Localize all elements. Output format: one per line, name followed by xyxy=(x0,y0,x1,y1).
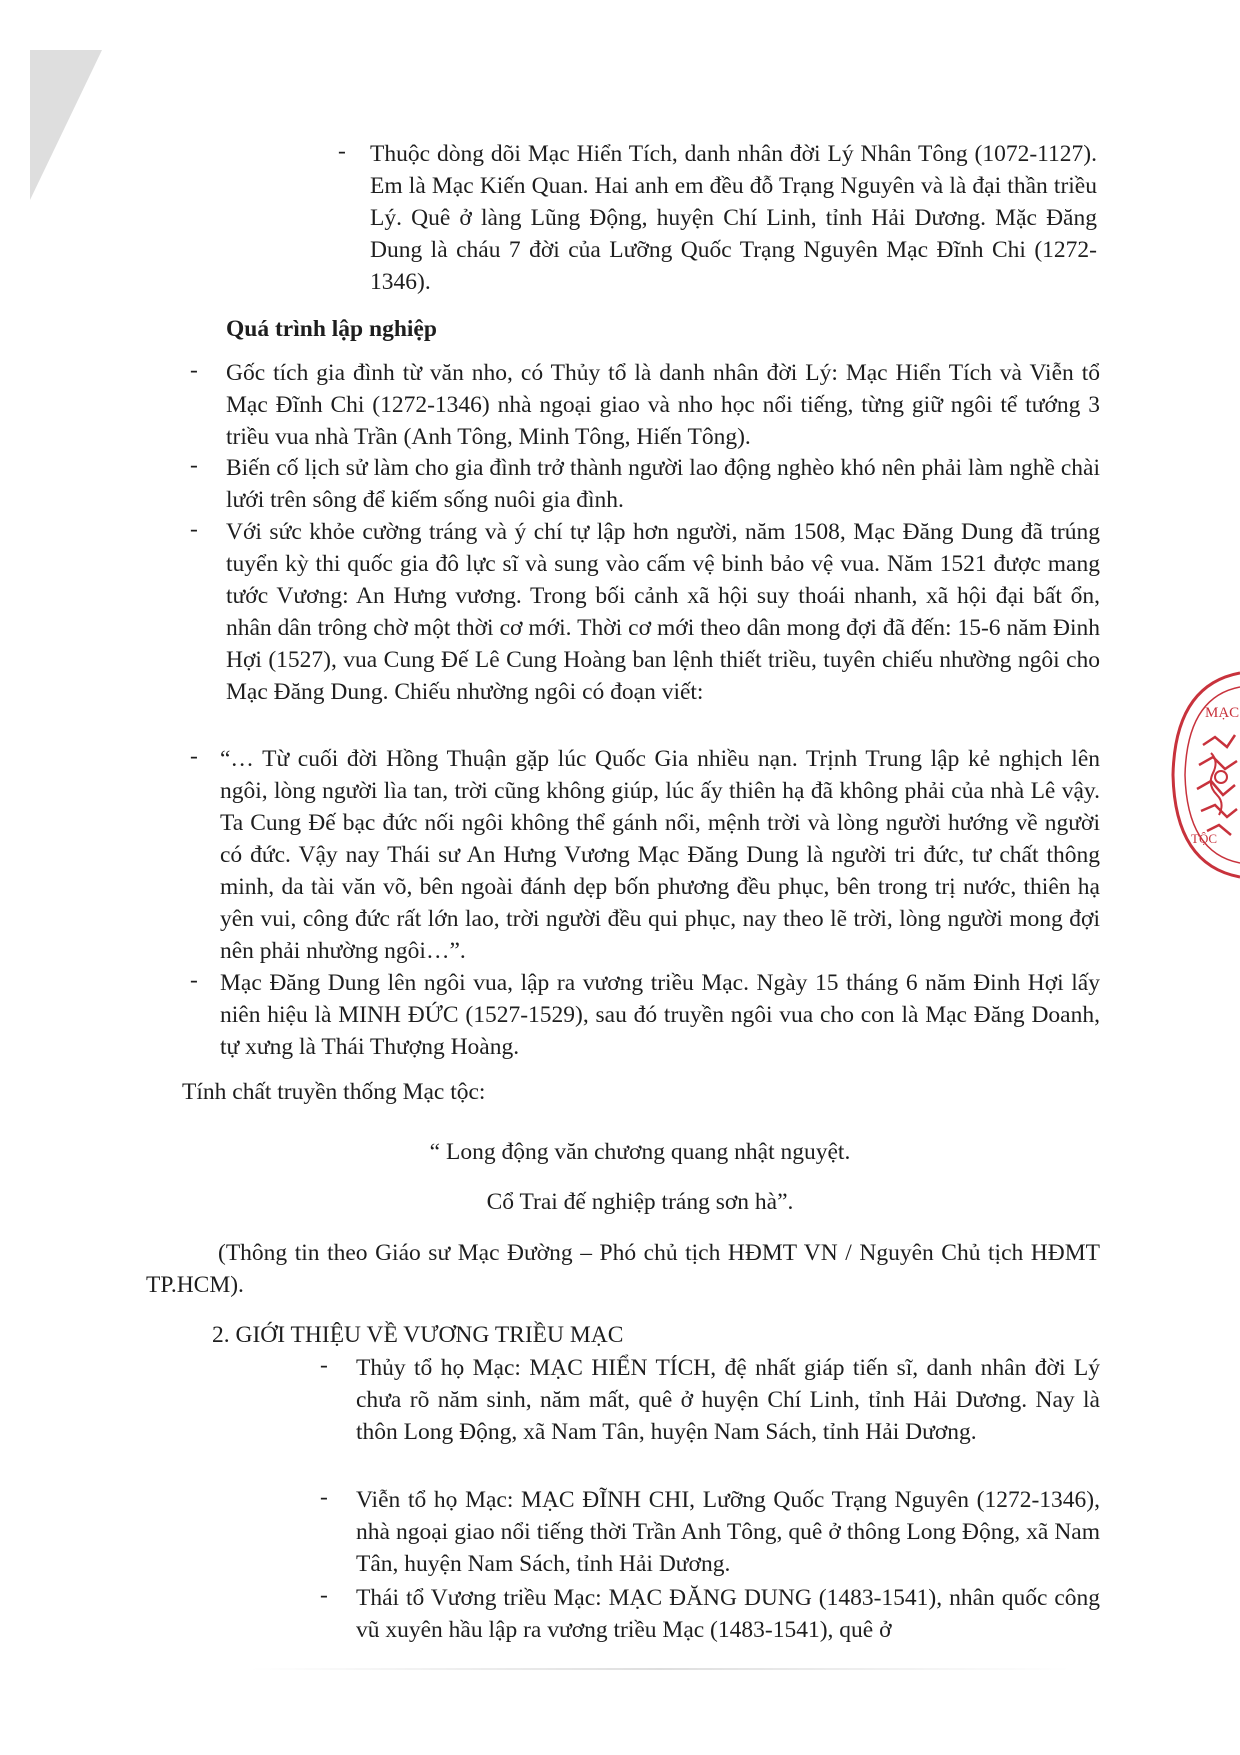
bullet-dash: - xyxy=(190,516,198,542)
bullet-dash: - xyxy=(190,743,198,769)
scan-artifact-line xyxy=(250,1668,1070,1670)
career-bullet-origin: Gốc tích gia đình từ văn nho, có Thủy tổ là danh nhân đời Lý: Mạc Hiển Tích và Viễn tổ Mạc Đĩnh Chi (1272-1346) nhà ngoại giao và nho học nổi tiếng, từng giữ ngôi tể tướng 3 triều vua nhà Trần (Anh Tông, Minh Tông, Hiến Tông). xyxy=(226,360,1100,450)
career-heading: Quá trình lập nghiệp xyxy=(226,316,437,342)
ancestor-bullet-dinh-chi: Viễn tổ họ Mạc: MẠC ĐĨNH CHI, Lưỡng Quốc Trạng Nguyên (1272-1346), nhà ngoại giao nổi tiếng thời Trần Anh Tông, quê ở thông Long Động, xã Nam Tân, huyện Nam Sách, tỉnh Hải Dương. xyxy=(356,1487,1100,1577)
clan-seal-stamp xyxy=(1163,665,1240,885)
dynasty-founder-bullet-dang-dung: Thái tổ Vương triều Mạc: MẠC ĐĂNG DUNG (1483-1541), nhân quốc công vũ xuyên hầu lập ra vương triều Mạc (1483-1541), quê ở xyxy=(356,1585,1100,1643)
source-note: (Thông tin theo Giáo sư Mạc Đường – Phó chủ tịch HĐMT VN / Nguyên Chủ tịch HĐMT TP.HCM). xyxy=(146,1240,1100,1298)
tradition-label: Tính chất truyền thống Mạc tộc: xyxy=(182,1079,486,1105)
seal-bottom-text: TỘC xyxy=(1191,831,1217,846)
seal-top-text: MẠC xyxy=(1205,705,1240,721)
bullet-dash: - xyxy=(190,452,198,478)
lineage-paragraph: Thuộc dòng dõi Mạc Hiển Tích, danh nhân đời Lý Nhân Tông (1072-1127). Em là Mạc Kiến Quan. Hai anh em đều đỗ Trạng Nguyên và là đại thần triều Lý. Quê ở làng Lũng Động, huyện Chí Linh, tỉnh Hải Dương. Mặc Đăng Dung là cháu 7 đời của Lưỡng Quốc Trạng Nguyên Mạc Đĩnh Chi (1272-1346). xyxy=(370,141,1097,295)
poem-line-2: Cổ Trai đế nghiệp tráng sơn hà”. xyxy=(486,1189,794,1215)
abdication-edict-quote: “… Từ cuối đời Hồng Thuận gặp lúc Quốc Gia nhiều nạn. Trịnh Trung lập kẻ nghịch lên ngôi, lòng người lìa tan, trời cũng không giúp, lúc ấy thiên hạ đã không phải của nhà Lê vậy. Ta Cung Đế bạc đức nối ngôi không thể gánh nổi, mệnh trời và lòng người hướng về người có đức. Vậy nay Thái sư An Hưng Vương Mạc Đăng Dung là người tri đức, tư chất thông minh, da tài văn võ, bên ngoài đánh dẹp bốn phương đều phục, bên trong trị nước, thiên hạ yên vui, công đức rất lớn lao, trời người đều qui phục, nay theo lẽ trời, lòng người mong đợi nên phải nhường ngôi…”. xyxy=(220,746,1100,964)
founder-bullet-hien-tich: Thủy tổ họ Mạc: MẠC HIỂN TÍCH, đệ nhất giáp tiến sĩ, danh nhân đời Lý chưa rõ năm sinh, năm mất, quê ở huyện Chí Linh, tỉnh Hải Dương. Nay là thôn Long Động, xã Nam Tân, huyện Nam Sách, tỉnh Hải Dương. xyxy=(356,1355,1100,1445)
bullet-dash: - xyxy=(190,967,198,993)
career-bullet-coronation: Mạc Đăng Dung lên ngôi vua, lập ra vương triều Mạc. Ngày 15 tháng 6 năm Đinh Hợi lấy niên hiệu là MINH ĐỨC (1527-1529), sau đó truyền ngôi vua cho con là Mạc Đăng Doanh, tự xưng là Thái Thượng Hoàng. xyxy=(220,970,1100,1060)
career-bullet-rise: Với sức khỏe cường tráng và ý chí tự lập hơn người, năm 1508, Mạc Đăng Dung đã trúng tuyển kỳ thi quốc gia đô lực sĩ và sung vào cấm vệ binh bảo vệ vua. Năm 1521 được mang tước Vương: An Hưng vương. Trong bối cảnh xã hội suy thoái nhanh, xã hội đại bất ổn, nhân dân trông chờ một thời cơ mới. Thời cơ mới theo dân mong đợi đã đến: 15-6 năm Đinh Hợi (1527), vua Cung Đế Lê Cung Hoàng ban lệnh thiết triều, tuyên chiếu nhường ngôi cho Mạc Đăng Dung. Chiếu nhường ngôi có đoạn viết: xyxy=(226,519,1100,705)
bullet-dash: - xyxy=(338,138,346,164)
bullet-dash: - xyxy=(320,1352,328,1378)
scan-corner-shadow xyxy=(30,50,102,200)
section-two-heading: 2. GIỚI THIỆU VỀ VƯƠNG TRIỀU MẠC xyxy=(212,1322,624,1348)
bullet-dash: - xyxy=(190,357,198,383)
poem-line-1: “ Long động văn chương quang nhật nguyệt. xyxy=(429,1139,851,1165)
bullet-dash: - xyxy=(320,1484,328,1510)
bullet-dash: - xyxy=(320,1582,328,1608)
career-bullet-hardship: Biến cố lịch sử làm cho gia đình trở thành người lao động nghèo khó nên phải làm nghề chài lưới trên sông để kiếm sống nuôi gia đình. xyxy=(226,455,1100,513)
